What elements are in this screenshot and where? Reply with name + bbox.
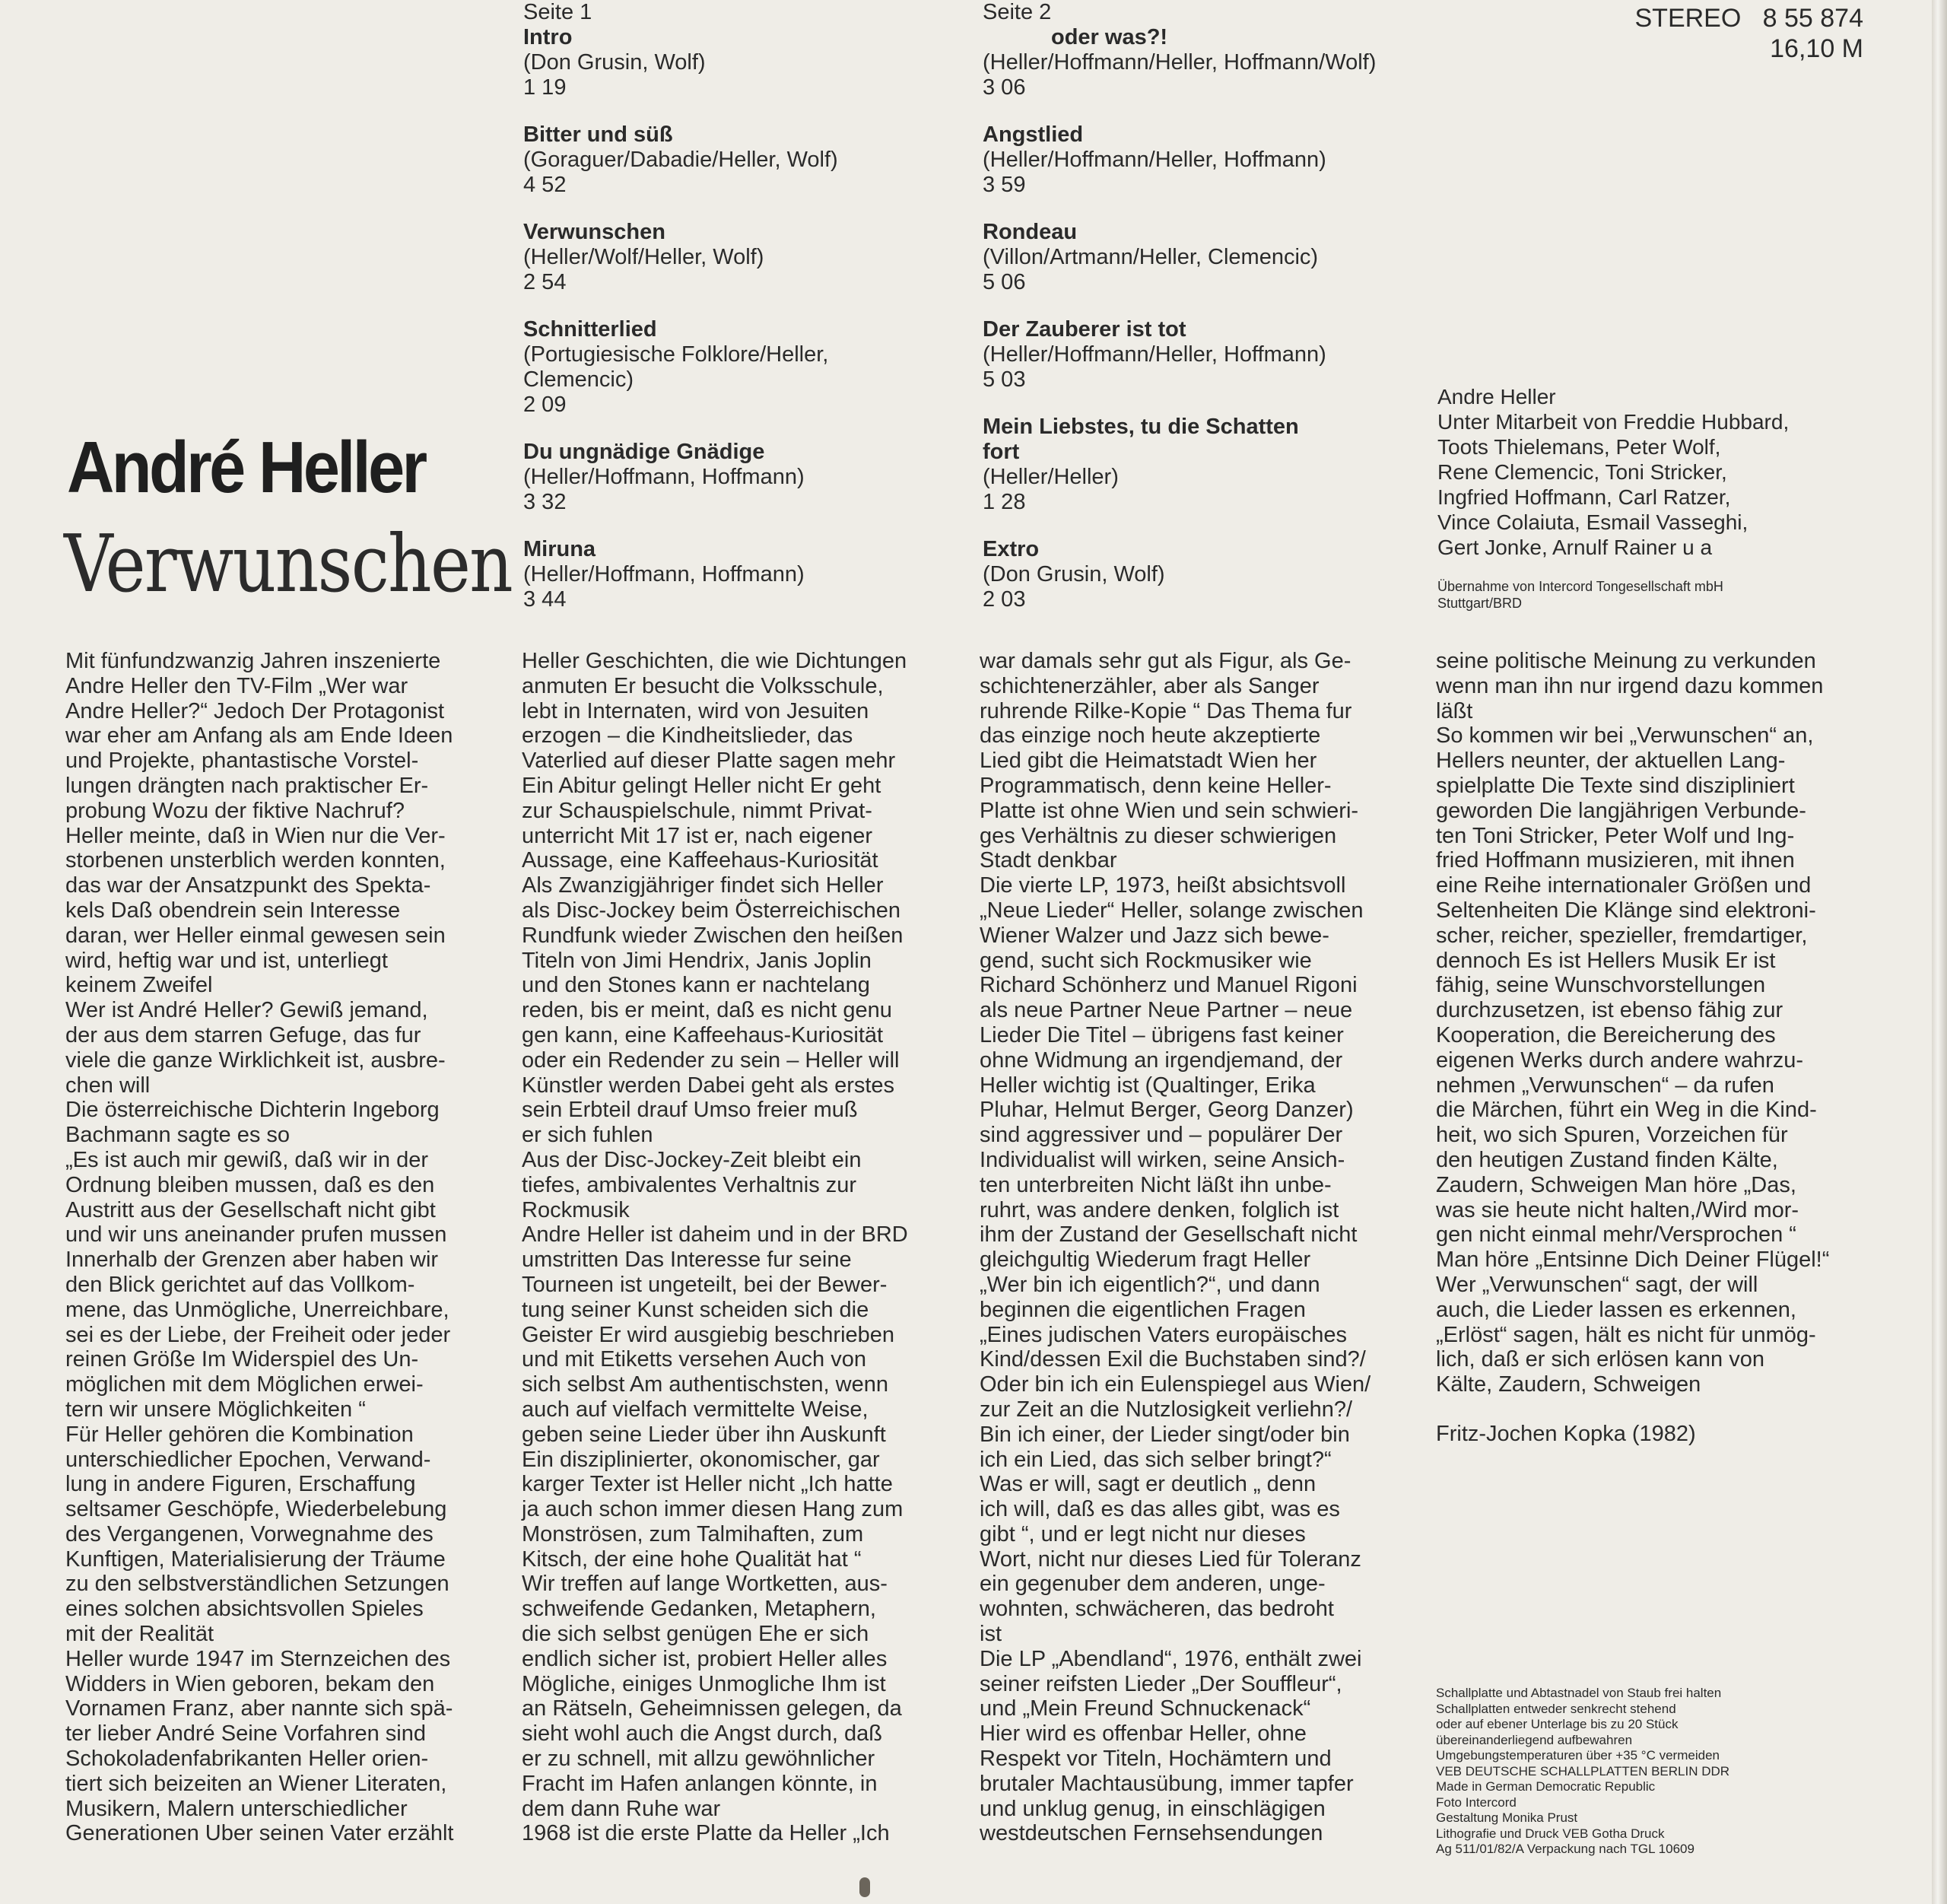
- track-duration: 2 03: [983, 587, 1026, 612]
- track-duration: 2 09: [523, 393, 567, 417]
- track-item: [983, 122, 1376, 198]
- essay-column-3: [980, 649, 1421, 1846]
- credits-text: Andre Heller Unter Mitarbeit von Freddie Hubbard, Toots Thielemans, Peter Wolf, Rene Clemencic, Toni Stricker, Ingfried Hoffmann, Carl Ratzer, Vince Colaiuta, Esmail Vasseghi, Gert Jonke, Arnulf Rainer u a: [1437, 385, 1790, 559]
- track-item: [523, 317, 838, 418]
- track-item: [983, 537, 1376, 612]
- essay-text: war damals sehr gut als Figur, als Ge- schichtenerzähler, aber als Sanger ruhrende Rilke-Kopie “ Das Thema fur das einzige noch heute akzeptierte Lied gibt die Heimatstadt Wien her Programmatisch, denn keine Heller- Platte ist ohne Wien und sein schwieri- ges Verhältnis zu dieser schwierigen Stadt denkbar Die vierte LP, 1973, heißt absichtsvoll „Neue Lieder“ Heller, solange zwischen Wiener Walzer und Jazz sich bewe- gend, sucht sich Rockmusiker wie Richard Schönherz und Manuel Rigoni als neue Partner Neue Partner – neue Lieder Die Titel – übrigens fast keiner ohne Widmung an irgendjemand, der Heller wichtig ist (Qualtinger, Erika Pluhar, Helmut Berger, Georg Danzer) sind aggressiver und – populärer Der Individualist will wirken, seine Ansich- ten unterbreiten Nicht läßt ihn unbe- ruhrt, was andere denken, folglich ist ihm der Zustand der Gesellschaft nicht gleichgultig Wiederum fragt Heller „Wer bin ich eigentlich?“, und dann beginnen die eigentlichen Fragen „Eines judischen Vaters europäisches Kind/dessen Exil die Buchstaben sind?/ Oder bin ich ein Eulenspiegel aus Wien/ zur Zeit an die Nutzlosigkeit verliehn?/ Bin ich einer, der Lieder singt/oder bin ich ein Lied, das sich selber bringt?“ Was er will, sagt er deutlich „ denn ich will, daß es das alles gibt, was es gibt “, und er legt nicht nur dieses Wort, nicht nur dieses Lied für Toleranz ein gegenuber dem anderen, unge- wohnten, schwächeren, das bedroht ist Die LP „Abendland“, 1976, enthält zwei seiner reifsten Lieder „Der Souffleur“, und „Mein Freund Schnuckenack“ Hier wird es offenbar Heller, ohne Respekt vor Titeln, Hochämtern und brutaler Machtausübung, immer tapfer und unklug genug, in einschlägigen westdeutschen Fernsehsendungen: [980, 649, 1371, 1846]
- license-note: Übernahme von Intercord Tongesellschaft mbH Stuttgart/BRD: [1437, 579, 1723, 611]
- track-title: Schnitterlied: [523, 317, 657, 342]
- track-credit: (Heller/Hoffmann/Heller, Hoffmann/Wolf): [983, 50, 1377, 75]
- track-title: Rondeau: [983, 220, 1078, 244]
- catalog-number: [1635, 3, 1864, 64]
- track-credit: (Heller/Wolf/Heller, Wolf): [523, 245, 764, 269]
- track-duration: 3 44: [523, 587, 567, 612]
- sleeve-edge: [1932, 0, 1947, 1904]
- track-title: oder was?!: [1051, 25, 1168, 49]
- essay-text: Heller Geschichten, die wie Dichtungen anmuten Er besucht die Volksschule, lebt in Internaten, wird von Jesuiten erzogen – die Kindheitslieder, das Vaterlied auf dieser Platte sagen mehr Ein Abitur gelingt Heller nicht Er geht zur Schauspielschule, nimmt Privat- unterricht Mit 17 ist er, nach eigener Aussage, eine Kaffeehaus-Kuriosität Als Zwanzigjähriger findet sich Heller als Disc-Jockey beim Österreichischen Rundfunk wieder Zwischen den heißen Titeln von Jimi Hendrix, Janis Joplin und den Stones kann er nachtelang reden, bis er meint, daß es nicht genu gen kann, eine Kaffeehaus-Kuriosität oder ein Redender zu sein – Heller will Künstler werden Dabei geht als erstes sein Erbteil drauf Umso freier muß er sich fuhlen Aus der Disc-Jockey-Zeit bleibt ein tiefes, ambivalentes Verhaltnis zur Rockmusik Andre Heller ist daheim und in der BRD umstritten Das Interesse fur seine Tourneen ist ungeteilt, bei der Bewer- tung seiner Kunst scheiden sich die Geister Er wird ausgiebig beschrieben und mit Etiketts versehen Auch von sich selbst Am authentischsten, wenn auch auf vielfach vermittelte Weise, geben seine Lieder über ihn Auskunft Ein disziplinierter, okonomischer, gar karger Texter ist Heller nicht „Ich hatte ja auch schon immer diesen Hang zum Monströsen, zum Talmihaften, zum Kitsch, der eine hohe Qualität hat “ Wir treffen auf lange Wortketten, aus- schweifende Gedanken, Metaphern, die sich selbst genügen Ehe er sich endlich sicher ist, probiert Heller alles Mögliche, einiges Unmogliche Ihm ist an Rätseln, Geheimnissen gelegen, da sieht wohl auch die Angst durch, daß er zu schnell, mit allzu gewöhnlicher Fracht im Hafen anlangen könnte, in dem dann Ruhe war 1968 ist die erste Platte da Heller „Ich: [522, 649, 908, 1846]
- track-duration: 3 06: [983, 75, 1026, 100]
- track-title: Der Zauberer ist tot: [983, 317, 1186, 342]
- tracklist-side-1: [523, 0, 838, 634]
- track-credit: (Heller/Hoffmann/Heller, Hoffmann): [983, 342, 1326, 367]
- track-item: [983, 415, 1376, 515]
- track-credit: (Heller/Hoffmann, Hoffmann): [523, 465, 805, 489]
- track-title: Verwunschen: [523, 220, 665, 244]
- essay-column-2: [522, 649, 963, 1846]
- track-title: Miruna: [523, 537, 596, 561]
- artist-name: André Heller: [67, 427, 425, 508]
- track-item: [983, 25, 1376, 100]
- side-2-label: Seite 2: [983, 0, 1052, 24]
- track-item: [983, 220, 1376, 295]
- tracklist-side-2: [983, 0, 1376, 634]
- track-item: [523, 25, 838, 100]
- track-item: [983, 317, 1376, 393]
- track-credit: (Heller/Hoffmann/Heller, Hoffmann): [983, 148, 1326, 172]
- track-duration: 3 32: [523, 490, 567, 514]
- catalog-line-2: 16,10 M: [1770, 34, 1863, 63]
- care-instructions: Schallplatte und Abtastnadel von Staub frei halten Schallplatten entweder senkrecht stehend oder auf ebener Unterlage bis zu 20 Stück übereinanderliegend aufbewahren Umgebungstemperaturen über +35 °C vermeiden VEB DEUTSCHE SCHALLPLATTEN BERLIN DDR Made in German Democratic Republic Foto Intercord Gestaltung Monika Prust Lithografie und Druck VEB Gotha Druck Ag 511/01/82/A Verpackung nach TGL 10609: [1436, 1686, 1730, 1856]
- essay-text: seine politische Meinung zu verkunden wenn man ihn nur irgend dazu kommen läßt So kommen wir bei „Verwunschen“ an, Hellers neunter, der aktuellen Lang- spielplatte Die Texte sind diszipliniert geworden Die langjährigen Verbunde- ten Toni Stricker, Peter Wolf und Ing- fried Hoffmann musizieren, mit ihnen eine Reihe internationaler Größen und Seltenheiten Die Klänge sind elektroni- scher, reicher, spezieller, fremdartiger, dennoch Es ist Hellers Musik Er ist fähig, seine Wunschvorstellungen durchzusetzen, ist ebenso fähig zur Kooperation, die Bereicherung des eigenen Werks durch andere wahrzu- nehmen „Verwunschen“ – da rufen die Märchen, führt ein Weg in die Kind- heit, wo sich Spuren, Vorzeichen für den heutigen Zustand finden Kälte, Zaudern, Schweigen Man höre „Das, was sie heute nicht halten,/Wird mor- gen nicht einmal mehr/Versprochen “ Man höre „Entsinne Dich Deiner Flügel!“ Wer „Verwunschen“ sagt, der will auch, die Lieder lassen es erkennen, „Erlöst“ sagen, hält es nicht für unmög- lich, daß er sich erlösen kann von Kälte, Zaudern, Schweigen: [1436, 649, 1830, 1397]
- track-duration: 1 19: [523, 75, 567, 100]
- track-title: Intro: [523, 25, 573, 49]
- track-title: Extro: [983, 537, 1040, 561]
- track-duration: 2 54: [523, 270, 567, 294]
- track-item: [523, 122, 838, 198]
- track-duration: 1 28: [983, 490, 1026, 514]
- track-title: Du ungnädige Gnädige: [523, 440, 765, 464]
- track-duration: 5 03: [983, 367, 1026, 392]
- track-item: [523, 440, 838, 515]
- essay-column-1: [65, 649, 507, 1846]
- track-title: Angstlied: [983, 122, 1084, 147]
- track-title: Bitter und süß: [523, 122, 673, 147]
- side-1-label: Seite 1: [523, 0, 592, 24]
- track-credit: (Don Grusin, Wolf): [523, 50, 706, 75]
- track-credit: (Goraguer/Dabadie/Heller, Wolf): [523, 148, 838, 172]
- track-title: Mein Liebstes, tu die Schatten fort: [983, 415, 1299, 464]
- track-item: [523, 220, 838, 295]
- essay-author: Fritz-Jochen Kopka (1982): [1436, 1421, 1696, 1446]
- sleeve-notch: [859, 1877, 870, 1897]
- track-duration: 3 59: [983, 173, 1026, 197]
- track-credit: (Villon/Artmann/Heller, Clemencic): [983, 245, 1319, 269]
- musician-credits: [1437, 384, 1863, 612]
- track-item: [523, 537, 838, 612]
- track-duration: 5 06: [983, 270, 1026, 294]
- track-duration: 4 52: [523, 173, 567, 197]
- track-credit: (Heller/Hoffmann, Hoffmann): [523, 562, 805, 586]
- track-credit: (Don Grusin, Wolf): [983, 562, 1165, 586]
- catalog-line-1: STEREO 8 55 874: [1634, 4, 1863, 33]
- track-credit: (Heller/Heller): [983, 465, 1119, 489]
- essay-text: Mit fünfundzwanzig Jahren inszenierte Andre Heller den TV-Film „Wer war Andre Heller?“ Jedoch Der Protagonist war eher am Anfang als am Ende Ideen und Projekte, phantastische Vorstel- lungen drängten nach praktischer Er- probung Wozu der fiktive Nachruf? Heller meinte, daß in Wien nur die Ver- storbenen unsterblich werden konnten, das war der Ansatzpunkt des Spekta- kels Daß obendrein sein Interesse daran, wer Heller einmal gewesen sein wird, heftig war und ist, unterliegt keinem Zweifel Wer ist André Heller? Gewiß jemand, der aus dem starren Gefuge, das fur viele die ganze Wirklichkeit ist, ausbre- chen will Die österreichische Dichterin Ingeborg Bachmann sagte es so „Es ist auch mir gewiß, daß wir in der Ordnung bleiben mussen, daß es den Austritt aus der Gesellschaft nicht gibt und wir uns aneinander prufen mussen Innerhalb der Grenzen aber haben wir den Blick gerichtet auf das Vollkom- mene, das Unmögliche, Unerreichbare, sei es der Liebe, der Freiheit oder jeder reinen Größe Im Widerspiel des Un- möglichen mit dem Möglichen erwei- tern wir unsere Möglichkeiten “ Für Heller gehören die Kombination unterschiedlicher Epochen, Verwand- lung in andere Figuren, Erschaffung seltsamer Geschöpfe, Wiederbelebung des Vergangenen, Vorwegnahme des Kunftigen, Materialisierung der Träume zu den selbstverständlichen Setzungen eines solchen absichtsvollen Spieles mit der Realität Heller wurde 1947 im Sternzeichen des Widders in Wien geboren, bekam den Vornamen Franz, aber nannte sich spä- ter lieber André Seine Vorfahren sind Schokoladenfabrikanten Heller orien- tiert sich beizeiten an Wiener Literaten, Musikern, Malern unterschiedlicher Generationen Uber seinen Vater erzählt: [65, 649, 454, 1846]
- track-credit: (Portugiesische Folklore/Heller, Clemencic): [523, 342, 829, 392]
- essay-column-4: [1436, 649, 1877, 1447]
- album-title: Verwunschen: [64, 517, 513, 610]
